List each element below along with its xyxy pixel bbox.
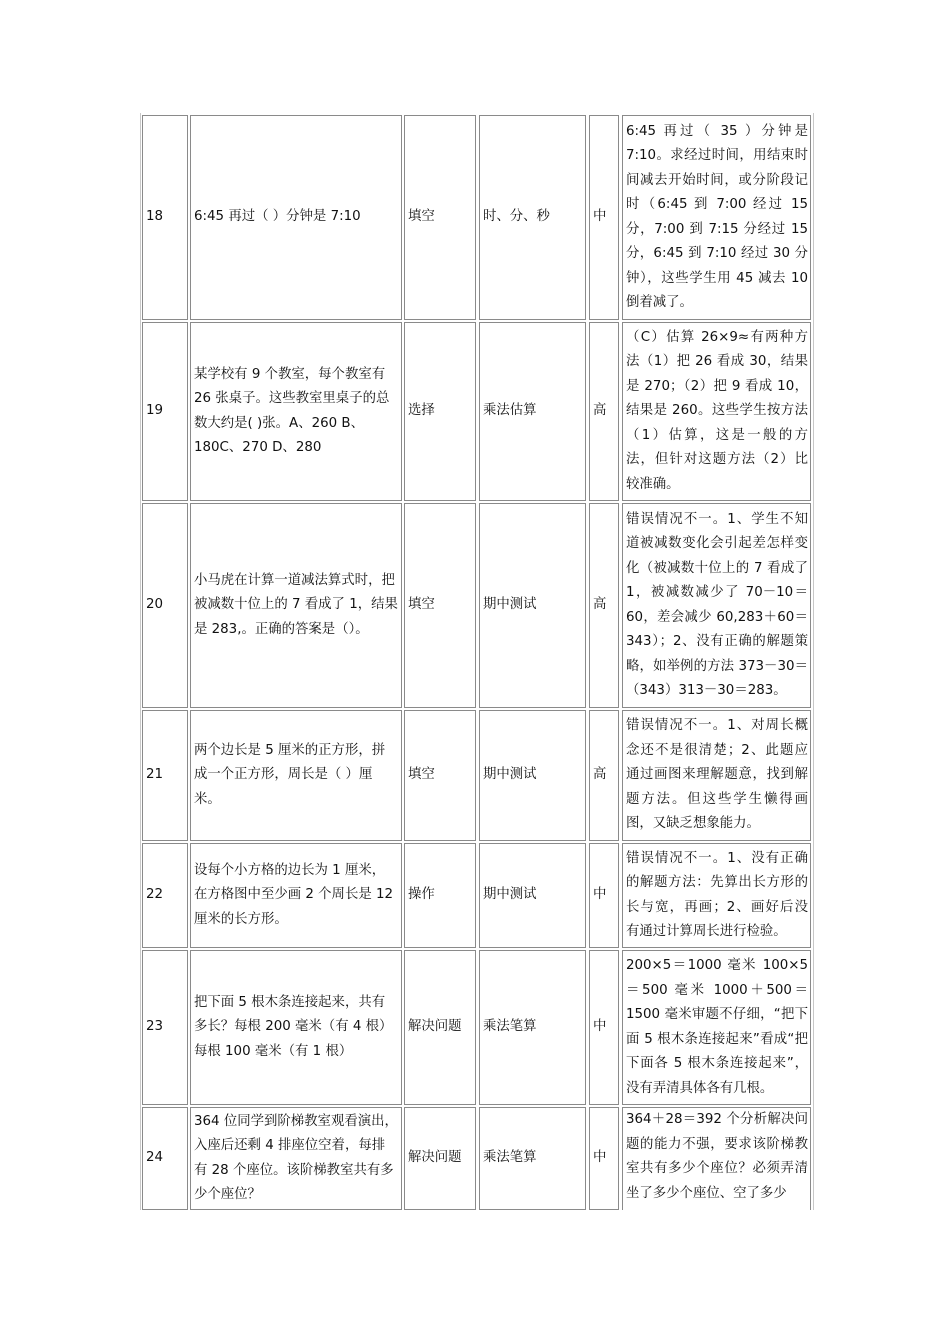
question-type: 填空 [404,115,476,320]
knowledge-point: 期中测试 [479,503,586,708]
question-number: 23 [142,950,188,1105]
question-number: 22 [142,843,188,948]
question-text: 小马虎在计算一道减法算式时，把被减数十位上的 7 看成了 1，结果是 283,。正确的答案是（）。 [190,503,402,708]
table-row [141,322,813,501]
error-analysis: 错误情况不一。1、学生不知道被减数变化会引起差怎样变化（被减数十位上的 7 看成了 1，被减数减少了 70－10＝60，差会减少 60,283＋60＝343）；2、没有正确的解题策略，如举例的方法 373－30＝（343）313－30＝283。 [622,503,811,708]
difficulty-level: 中 [589,1107,619,1210]
question-number: 24 [142,1107,188,1210]
error-analysis-table [140,113,814,1210]
table-row [141,1107,813,1210]
question-text: 设每个小方格的边长为 1 厘米，在方格图中至少画 2 个周长是 12 厘米的长方形。 [190,843,402,948]
question-number: 18 [142,115,188,320]
error-analysis: 6:45 再过（ 35 ）分钟是 7:10。求经过时间，用结束时间减去开始时间，或分阶段记时（6:45 到 7:00 经过 15 分，7:00 到 7:15 分经过 15 分，6:45 到 7:10 经过 30 分钟），这些学生用 45 减去 10 倒着减了。 [622,115,811,320]
table-row [141,843,813,948]
question-type: 解决问题 [404,1107,476,1210]
error-analysis: 364＋28＝392 个分析解决问题的能力不强，要求该阶梯教室共有多少个座位？必须弄清坐了多少个座位、空了多少 [622,1107,811,1210]
question-type: 选择 [404,322,476,501]
question-type: 操作 [404,843,476,948]
table-row [141,503,813,708]
knowledge-point: 乘法笔算 [479,950,586,1105]
error-analysis: 200×5＝1000 毫米 100×5＝500 毫米 1000＋500＝1500 毫米审题不仔细，“把下面 5 根木条连接起来”看成“把下面各 5 根木条连接起来”，没有弄清具体各有几根。 [622,950,811,1105]
question-text: 6:45 再过（ ）分钟是 7:10 [190,115,402,320]
table-row [141,115,813,320]
knowledge-point: 时、分、秒 [479,115,586,320]
difficulty-level: 中 [589,950,619,1105]
question-number: 20 [142,503,188,708]
knowledge-point: 期中测试 [479,710,586,841]
question-text: 两个边长是 5 厘米的正方形，拼成一个正方形，周长是（ ）厘米。 [190,710,402,841]
difficulty-level: 中 [589,843,619,948]
knowledge-point: 乘法笔算 [479,1107,586,1210]
knowledge-point: 期中测试 [479,843,586,948]
question-type: 填空 [404,710,476,841]
knowledge-point: 乘法估算 [479,322,586,501]
table-row [141,710,813,841]
difficulty-level: 高 [589,710,619,841]
difficulty-level: 高 [589,503,619,708]
question-type: 解决问题 [404,950,476,1105]
error-analysis: 错误情况不一。1、没有正确的解题方法：先算出长方形的长与宽，再画；2、画好后没有通过计算周长进行检验。 [622,843,811,948]
question-type: 填空 [404,503,476,708]
error-analysis: 错误情况不一。1、对周长概念还不是很清楚；2、此题应通过画图来理解题意，找到解题方法。但这些学生懒得画图，又缺乏想象能力。 [622,710,811,841]
question-text: 某学校有 9 个教室，每个教室有 26 张桌子。这些教室里桌子的总数大约是( )张。A、260 B、180C、270 D、280 [190,322,402,501]
table-row [141,950,813,1105]
question-text: 把下面 5 根木条连接起来，共有多长？每根 200 毫米（有 4 根）每根 100 毫米（有 1 根） [190,950,402,1105]
question-number: 19 [142,322,188,501]
difficulty-level: 中 [589,115,619,320]
question-text: 364 位同学到阶梯教室观看演出，入座后还剩 4 排座位空着，每排有 28 个座位。该阶梯教室共有多少个座位？ [190,1107,402,1210]
question-number: 21 [142,710,188,841]
difficulty-level: 高 [589,322,619,501]
error-analysis: （C）估算 26×9≈有两种方法（1）把 26 看成 30，结果是 270；（2）把 9 看成 10，结果是 260。这些学生按方法（1）估算，这是一般的方法，但针对这题方法（2）比较准确。 [622,322,811,501]
